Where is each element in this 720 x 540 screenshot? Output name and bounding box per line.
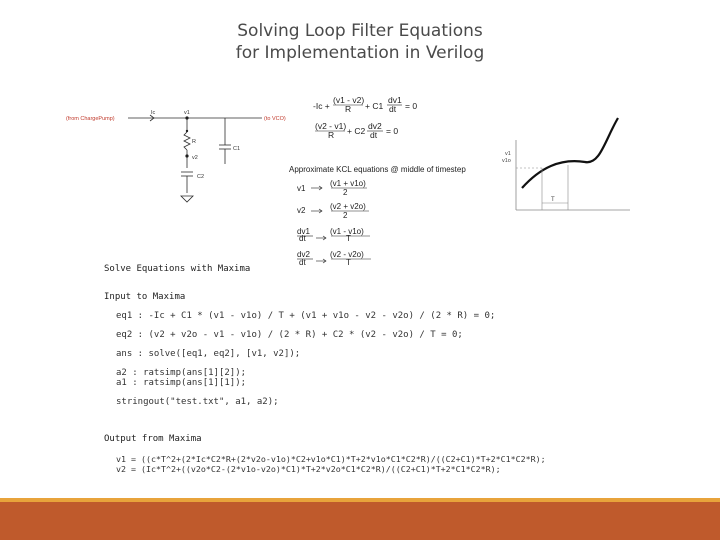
approx-row3-den: T — [346, 234, 351, 243]
eq1-mid: + C1 — [365, 101, 384, 111]
waveform-t-label: T — [551, 197, 555, 203]
title-line-1: Solving Loop Filter Equations — [237, 21, 483, 41]
approx-row1-lhs: v1 — [297, 184, 306, 193]
v1-node-label: v1 — [184, 110, 190, 116]
r-dot — [186, 130, 188, 132]
ground-icon — [181, 196, 193, 202]
maxima-input-line-3: ans : solve([eq1, eq2], [v1, v2]); — [116, 349, 301, 359]
approx-row1-den: 2 — [343, 188, 348, 197]
waveform-plot — [502, 118, 630, 210]
approx-equations — [289, 165, 466, 267]
footer-bar — [0, 502, 720, 540]
approx-arrows — [311, 186, 326, 263]
eq2-den: R — [328, 130, 335, 140]
eq1-den: R — [345, 104, 352, 114]
approx-row4-num: (v2 - v2o) — [330, 250, 364, 259]
maxima-output-line-1: v1 = ((c*T^2+(2*Ic*C2*R+(2*v2o-v1o)*C2+v1o*C1)*T+2*v1o*C1*C2*R)/((C2+C1)*T+2*C1*C2*R); — [116, 454, 546, 464]
eq2-num: (v2 - v1) — [315, 121, 347, 131]
eq1-tail: = 0 — [405, 101, 418, 111]
c2-label: C2 — [197, 174, 205, 180]
eq1-num: (v1 - v2) — [333, 95, 365, 105]
waveform-v1o-label: v1o — [502, 158, 511, 164]
title-line-2: for Implementation in Verilog — [235, 43, 485, 63]
maxima-output-line-2: v2 = (Ic*T^2+((v2o*C2-(2*v1o-v2o)*C1)*T+2*v2o*C1*C2*R)/((C2+C1)*T+2*C1*C2*R); — [116, 464, 501, 474]
eq1-lead: -Ic + — [313, 101, 330, 111]
node-v2-dot — [185, 154, 188, 157]
approx-heading: Approximate KCL equations @ middle of timestep — [289, 165, 466, 174]
maxima-section-title: Solve Equations with Maxima — [104, 264, 251, 274]
eq1-dnum: dv1 — [388, 95, 402, 105]
c1-label: C1 — [233, 146, 241, 152]
maxima-input-line-2: eq2 : (v2 + v2o - v1 - v1o) / (2 * R) + C2 * (v2 - v2o) / T = 0; — [116, 330, 463, 340]
approx-row1-num: (v1 + v1o) — [330, 179, 366, 188]
approx-row2-lhs: v2 — [297, 206, 306, 215]
maxima-output-title: Output from Maxima — [104, 434, 202, 444]
approx-row4-den: T — [346, 258, 351, 267]
eq2-mid: + C2 — [347, 126, 366, 136]
to-vco-label: (to VCO) — [264, 116, 286, 122]
eq2-tail: = 0 — [386, 126, 399, 136]
approx-row4-lhs-den: dt — [299, 258, 306, 267]
r-label: R — [192, 139, 196, 145]
v2-node-label: v2 — [192, 155, 198, 161]
approx-row2-num: (v2 + v2o) — [330, 202, 366, 211]
maxima-input-line-5: a1 : ratsimp(ans[1][1]); — [116, 378, 247, 388]
approx-row3-num: (v1 - v1o) — [330, 227, 364, 236]
approx-row3-lhs-den: dt — [299, 234, 306, 243]
ic-label: Ic — [151, 110, 156, 116]
eq2-dden: dt — [370, 130, 378, 140]
maxima-input-line-1: eq1 : -Ic + C1 * (v1 - v1o) / T + (v1 + v1o - v2 - v2o) / (2 * R) = 0; — [116, 311, 496, 321]
from-chargepump-label: (from ChargePump) — [66, 116, 115, 122]
waveform-curve — [522, 118, 618, 188]
approx-row3-lhs-num: dv1 — [297, 227, 310, 236]
maxima-input-line-4: a2 : ratsimp(ans[1][2]); — [116, 368, 247, 378]
eq1-dden: dt — [389, 104, 397, 114]
node-v1-dot — [185, 116, 188, 119]
eq2-dnum: dv2 — [368, 121, 382, 131]
maxima-input-line-6: stringout("test.txt", a1, a2); — [116, 397, 279, 407]
approx-row2-den: 2 — [343, 211, 348, 220]
resistor — [184, 132, 190, 150]
waveform-v1-label: v1 — [505, 151, 511, 157]
maxima-input-title: Input to Maxima — [104, 292, 186, 302]
approx-row4-lhs-num: dv2 — [297, 250, 310, 259]
kcl-equations — [313, 95, 417, 140]
